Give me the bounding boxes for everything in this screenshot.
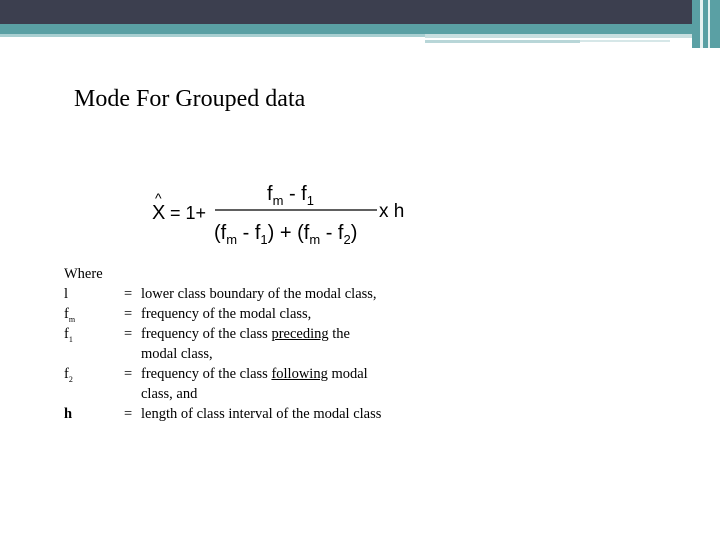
formula-equals: = 1+ (170, 203, 207, 223)
symbol-f2: $f_2$ (64, 366, 73, 384)
definitions-heading: Where (64, 266, 103, 282)
symbol-l: l (64, 286, 69, 302)
symbol-f1: $f_1$ (64, 326, 73, 344)
mode-formula (150, 175, 420, 250)
header-stripe (425, 34, 720, 38)
equals-sign: = (124, 366, 133, 382)
equals-sign: = (124, 286, 133, 302)
equals-sign: = (124, 326, 133, 342)
formula-denominator: $(f_m - f_1) + (f_m - f_2)$ (214, 222, 358, 247)
header-corner-bar (700, 0, 703, 48)
header-stripe (425, 40, 580, 43)
definition-continuation: modal class, (141, 346, 213, 362)
symbol-fm: $f_m$ (64, 306, 76, 324)
slide-title: Mode For Grouped data (74, 86, 306, 112)
header-stripe (580, 40, 670, 42)
definition-text: lower class boundary of the modal class, (141, 286, 377, 302)
formula-numerator: $f_m - f_1$ (267, 183, 314, 208)
equals-sign: = (124, 306, 133, 322)
equals-sign: = (124, 406, 133, 422)
header-corner-bar (708, 0, 710, 48)
definition-text: length of class interval of the modal class (141, 406, 382, 422)
header-band-dark (0, 0, 720, 24)
header-stripe (0, 34, 425, 37)
definition-text: frequency of the class following modal (141, 366, 368, 382)
header-band-teal (0, 24, 720, 34)
formula-lhs-x: X (152, 202, 166, 224)
definition-text: frequency of the modal class, (141, 306, 312, 322)
definition-continuation: class, and (141, 386, 198, 402)
formula-suffix: x h (379, 201, 405, 222)
formula-hat: ^ (155, 190, 162, 206)
header-corner-block (692, 0, 720, 48)
symbol-h: h (64, 406, 73, 422)
definition-text: frequency of the class preceding the (141, 326, 350, 342)
